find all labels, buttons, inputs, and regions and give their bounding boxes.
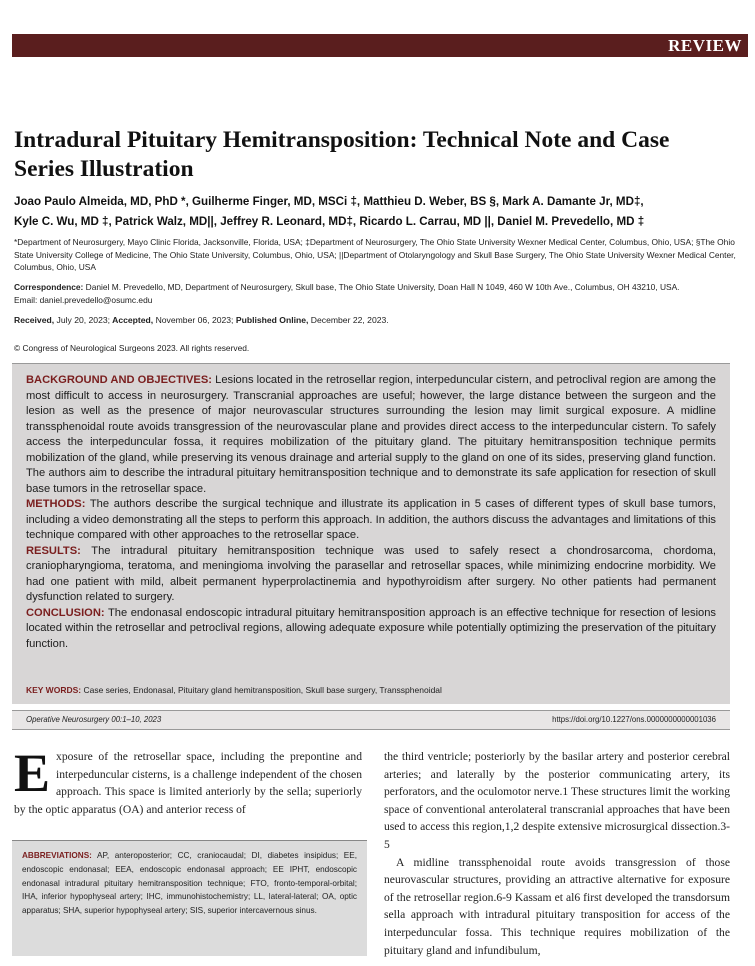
received-label: Received, (14, 315, 55, 325)
received-date: July 20, 2023; (54, 315, 111, 325)
background-heading: BACKGROUND AND OBJECTIVES: (26, 374, 212, 386)
author-line-2: Kyle C. Wu, MD ‡, Patrick Walz, MD||, Jeffrey R. Leonard, MD‡, Ricardo L. Carrau, MD ||, Daniel M. Prevedello, MD ‡ (14, 215, 645, 228)
accepted-label: Accepted, (110, 315, 154, 325)
methods-heading: METHODS: (26, 498, 86, 510)
journal-footer-bar (12, 710, 730, 730)
published-date: December 22, 2023. (308, 315, 389, 325)
accepted-date: November 06, 2023; (153, 315, 234, 325)
abbreviations-box (12, 840, 367, 956)
results-heading: RESULTS: (26, 544, 81, 557)
left-column-text: xposure of the retrosellar space, including the prepontine and interpeduncular cisterns, is a challenge independent of the chosen approach. This space is limited anteriorly by the sella; superiorly by the optic apparatus (OA) and anterior recess of (14, 750, 362, 816)
right-column-paragraph-2: A midline transsphenoidal route avoids transgression of those neurovascular structures, providing an attractive alternative for exposure of the retrosellar region.6-9 Kassam et al6 first developed the transdorsum sella approach with intradural pituitary transposition for access of the interpeduncular fossa. This technique requires mobilization of the pituitary gland and infundibulum, (384, 855, 730, 957)
affiliations: *Department of Neurosurgery, Mayo Clinic Florida, Jacksonville, Florida, USA; ‡Department of Neurosurgery, The Ohio State University Wexner Medical Center, Columbus, Ohio, USA; §The Ohio State University College of Medicine, The Ohio State University, Columbus, Ohio, USA; ||Department of Otolaryngology and Skull Base Surgery, The Ohio State University Wexner Medical Center, Columbus, Ohio, USA (14, 237, 736, 272)
abbreviations-heading: ABBREVIATIONS: (22, 851, 92, 860)
body-right-column (384, 748, 730, 959)
abstract-text (26, 373, 716, 652)
author-list (14, 192, 739, 232)
article-dates (14, 315, 736, 325)
drop-cap: E (14, 743, 51, 803)
abstract-box (12, 363, 730, 704)
published-label: Published Online, (233, 315, 309, 325)
correspondence-email[interactable]: Email: daniel.prevedello@osumc.edu (14, 294, 153, 305)
keywords-text: Case series, Endonasal, Pituitary gland hemitransposition, Skull base surgery, Transsphenoidal (81, 685, 442, 695)
article-title: Intradural Pituitary Hemitransposition: Technical Note and Case Series Illustration (14, 127, 670, 182)
background-text: Lesions located in the retrosellar region, interpeduncular cistern, and petroclival region are among the most difficult to access in neurosurgery. Transcranial approaches are useful; however, the large distance between the surgeon and the lesion as well as the presence of major neurovascular structures surrounding the lesion may limit surgical exposure. A midline transsphenoidal route avoids transgression of the neurovascular plane and provides direct access to the interpeduncular cistern. To safely access the interpeduncular fossa, it requires mobilization of the pituitary gland. The pituitary hemitransposition technique permits mobilization of the gland, while preserving its venous drainage and arterial supply to the gland on one of its sides, preserving gland function. The authors aim to describe the intradural pituitary hemitransposition technique and to demonstrate its safe application for resection of skull base tumors in the retrosellar space. (26, 374, 716, 495)
conclusion-heading: CONCLUSION: (26, 606, 105, 619)
results-text: The intradural pituitary hemitransposition technique was used to safely resect a chondrosarcoma, chordoma, craniopharyngioma, teratoma, and meningioma involving the parasellar and retrosellar spaces, while minimizing endocrine morbidity. We had one patient with mild, albeit permanent hyperprolactinemia and hypothyroidism after surgery. No other patients had permanent dysfunction related to surgery. (26, 544, 716, 603)
methods-text: The authors describe the surgical technique and illustrate its application in 5 cases of different types of skull base tumors, including a video demonstrating all the steps to perform this approach. In addition, the authors discuss the advantages and limitations of this technique compared with other approaches to the retrosellar space. (26, 498, 716, 541)
abbreviations-text: AP, anteroposterior; CC, craniocaudal; DI, diabetes insipidus; EE, endoscopic endonasal; EEA, endoscopic endonasal approach; EE IPHT, endoscopic endonasal intradural pituitary hemitransposition technique; FTO, fronto-temporal-orbital; IHA, inferior hypophyseal artery; IHC, immunohistochemistry; LL, lateral-lateral; OA, optic apparatus; SHA, superior hypophyseal artery; SIS, superior intercavernous sinus. (22, 851, 357, 916)
body-left-column (14, 743, 362, 818)
doi-link[interactable]: https://doi.org/10.1227/ons.0000000000001036 (552, 715, 716, 724)
correspondence (14, 281, 736, 306)
copyright: © Congress of Neurological Surgeons 2023. All rights reserved. (14, 343, 250, 353)
author-line-1: Joao Paulo Almeida, MD, PhD *, Guilherme Finger, MD, MSCi ‡, Matthieu D. Weber, BS §, Mark A. Damante Jr, MD‡, (14, 195, 644, 208)
section-header-bar (12, 34, 748, 57)
keywords-heading: KEY WORDS: (26, 685, 82, 695)
correspondence-text: Daniel M. Prevedello, MD, Department of Neurosurgery, Skull base, The Ohio State University, Doan Hall N 1049, 460 W 10th Ave., Columbus, OH 43210, USA. (83, 282, 680, 292)
keywords (26, 685, 716, 695)
conclusion-text: The endonasal endoscopic intradural pituitary hemitransposition approach is an effective technique for resection of lesions located within the retrosellar and petroclival regions, allowing adequate exposure while potentially optimizing the preservation of the pituitary function. (26, 606, 716, 650)
right-column-paragraph-1: the third ventricle; posteriorly by the basilar artery and posterior cerebral arteries; and laterally by the posterior communicating artery, its perforators, and the oculomotor nerve.1 These structures limit the working space of conventional anterolateral transcranial approaches that have been used to access this region,1,2 despite extensive microsurgical dissection.3-5 (384, 750, 730, 851)
journal-citation: Operative Neurosurgery 00:1–10, 2023 (26, 715, 162, 724)
section-label: REVIEW (668, 36, 742, 55)
correspondence-label: Correspondence: (14, 282, 84, 292)
